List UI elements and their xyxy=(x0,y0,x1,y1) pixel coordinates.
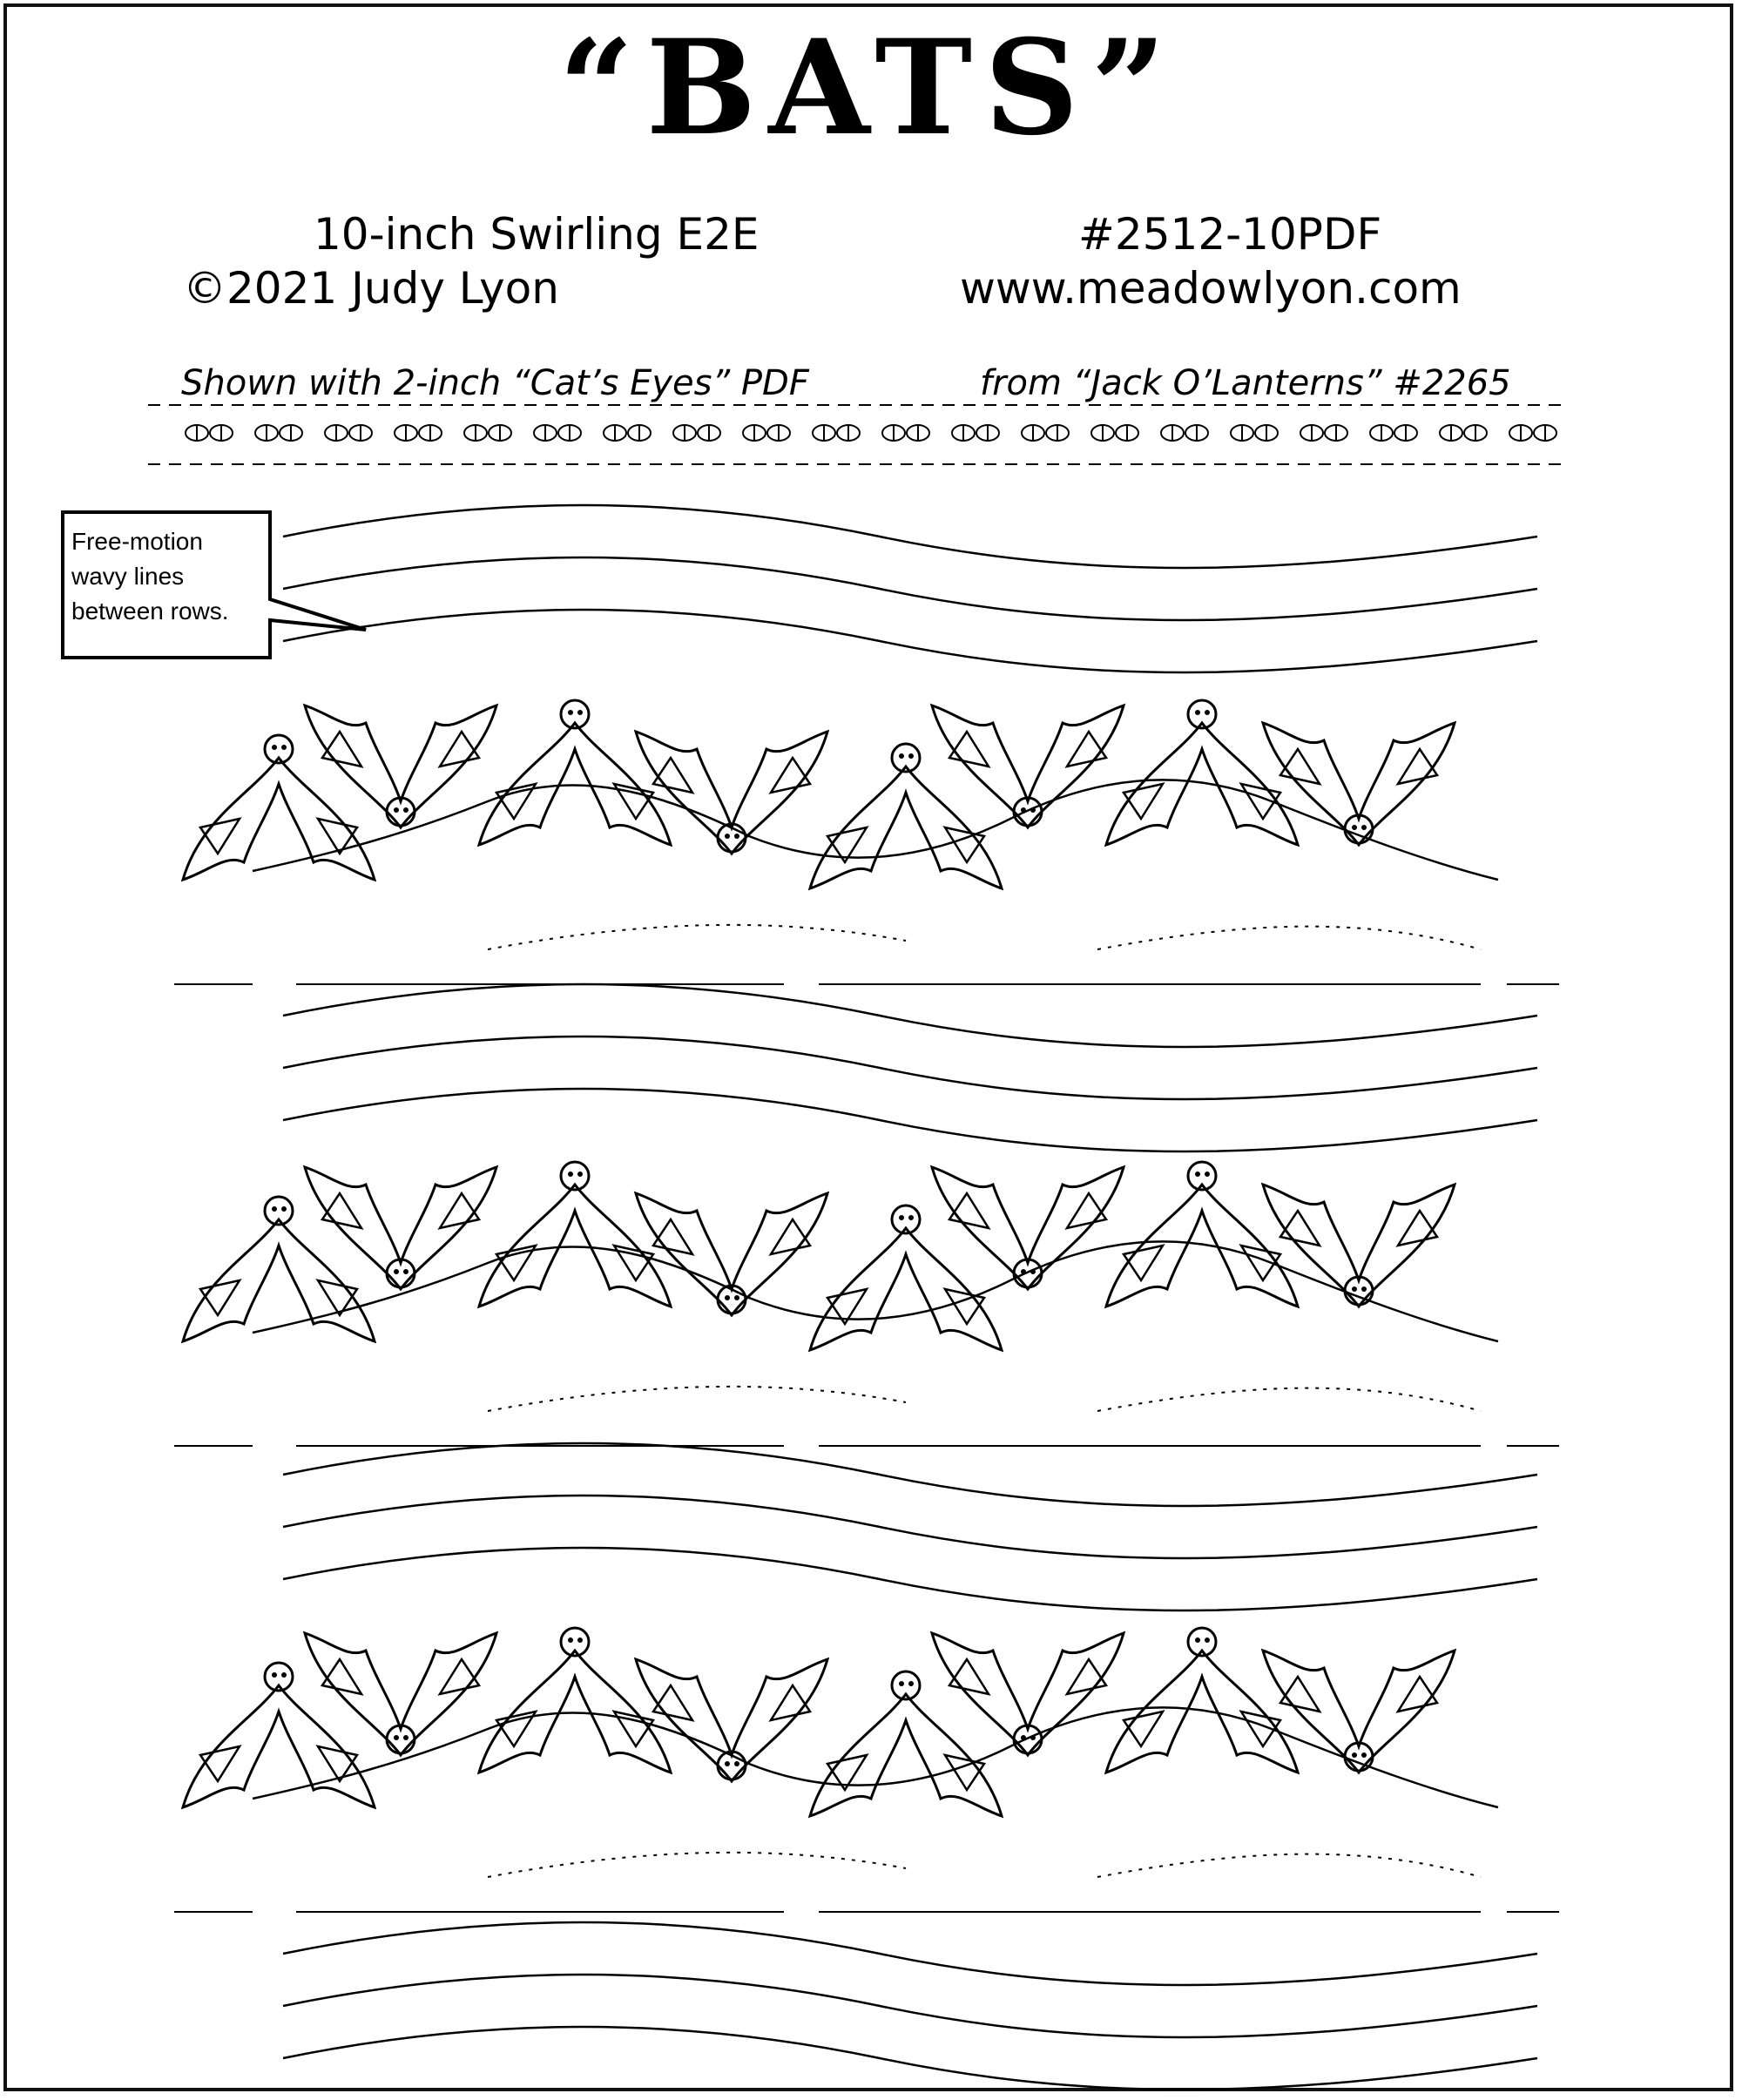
wave-lines-3 xyxy=(283,1443,1537,1610)
pattern-size: 10-inch Swirling E2E xyxy=(314,209,760,260)
pattern-title: “BATS” xyxy=(558,11,1178,165)
callout-text xyxy=(71,524,263,629)
website-link[interactable]: www.meadowlyon.com xyxy=(960,263,1462,314)
bat-row-2 xyxy=(174,1162,1559,1446)
bat-row-3 xyxy=(174,1628,1559,1912)
companion-label-right: from “Jack O’Lanterns” #2265 xyxy=(980,363,1511,403)
bat-row-1 xyxy=(174,700,1559,984)
callout-line: Free-motion xyxy=(71,528,203,555)
wave-lines-4 xyxy=(283,1922,1537,2090)
wave-lines-2 xyxy=(283,984,1537,1151)
cats-eyes-strip xyxy=(148,405,1563,464)
callout-line: wavy lines xyxy=(71,563,185,590)
callout-line: between rows. xyxy=(71,598,229,625)
wave-lines-1 xyxy=(283,505,1537,672)
pattern-number: #2512-10PDF xyxy=(1078,209,1382,260)
companion-label-left: Shown with 2-inch “Cat’s Eyes” PDF xyxy=(181,363,809,403)
copyright: ©2021 Judy Lyon xyxy=(183,263,559,314)
